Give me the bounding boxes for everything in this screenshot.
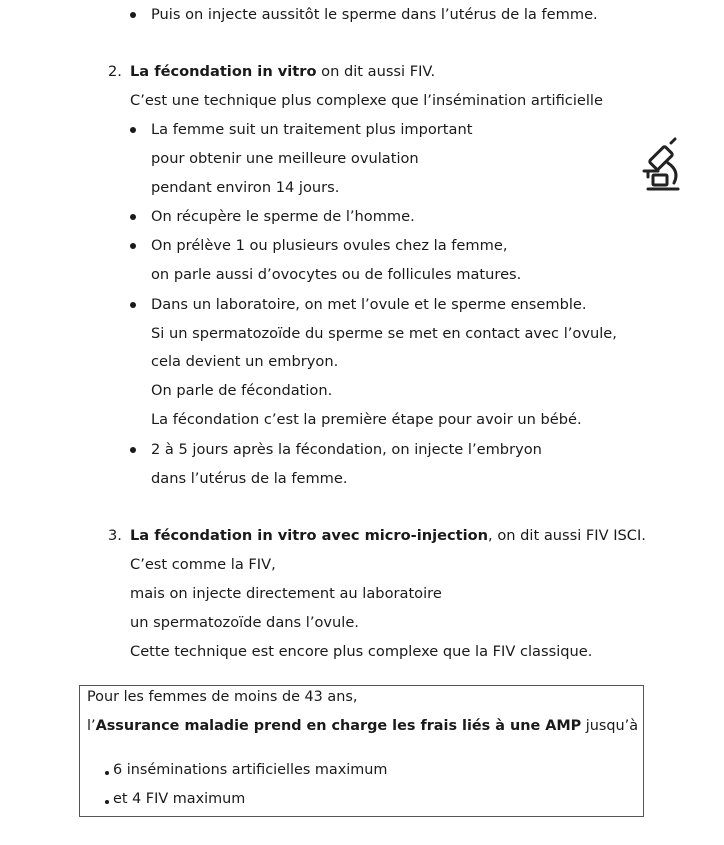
section2-bullet-5-line-2: dans l’utérus de la femme. [151, 470, 348, 487]
bullet-marker [130, 12, 136, 18]
info-box-line-2 [87, 716, 638, 736]
info-box-item-2: et 4 FIV maximum [113, 791, 246, 807]
bullet-marker [130, 243, 136, 249]
section3-title-bold: La fécondation in vitro avec micro-injection [130, 527, 489, 544]
section2-bullet-3-line-2: on parle aussi d’ovocytes ou de follicules matures. [151, 266, 522, 283]
section2-bullet-4-line-2: Si un spermatozoïde du sperme se met en contact avec l’ovule, [151, 325, 617, 342]
section2-bullet-4-line-1: Dans un laboratoire, on met l’ovule et le sperme ensemble. [151, 296, 587, 313]
section2-number: 2. [108, 63, 122, 80]
section2-bullet-3-line-1: On prélève 1 ou plusieurs ovules chez la femme, [151, 237, 508, 254]
bullet-marker [130, 302, 136, 308]
section3-title-rest: , on dit aussi FIV ISCI. [488, 527, 646, 544]
info-box [79, 685, 644, 817]
section2-title-rest: on dit aussi FIV. [316, 63, 436, 80]
section2-intro: C’est une technique plus complexe que l’insémination artificielle [130, 92, 603, 109]
section2-bullet-4-line-4: On parle de fécondation. [151, 382, 333, 399]
section2-bullet-1-line-1: La femme suit un traitement plus important [151, 121, 473, 138]
bullet-marker [130, 127, 136, 133]
info-box-item-1: 6 inséminations artificielles maximum [113, 762, 388, 778]
section2-bullet-2-line-1: On récupère le sperme de l’homme. [151, 208, 415, 225]
info-box-line-2-bold: Assurance maladie prend en charge les frais liés à une AMP [95, 718, 582, 734]
section2-bullet-5-line-1: 2 à 5 jours après la fécondation, on injecte l’embryon [151, 441, 542, 458]
section2-title [130, 62, 435, 82]
section3-title [130, 526, 646, 546]
bullet-marker [105, 800, 109, 804]
info-box-line-2-rest: jusqu’à [581, 718, 639, 734]
info-box-line-1: Pour les femmes de moins de 43 ans, [87, 689, 358, 705]
section3-line-2: mais on injecte directement au laboratoire [130, 585, 442, 602]
section2-bullet-1-line-2: pour obtenir une meilleure ovulation [151, 150, 419, 167]
section3-line-4: Cette technique est encore plus complexe que la FIV classique. [130, 643, 593, 660]
section1-last-bullet: Puis on injecte aussitôt le sperme dans l’utérus de la femme. [151, 6, 598, 23]
section2-bullet-4-line-5: La fécondation c’est la première étape pour avoir un bébé. [151, 411, 582, 428]
bullet-marker [130, 214, 136, 220]
bullet-marker [105, 771, 109, 775]
info-box-line-2-prefix: l’ [87, 718, 96, 734]
section2-bullet-4-line-3: cela devient un embryon. [151, 353, 339, 370]
microscope-icon [638, 137, 684, 193]
section3-line-1: C’est comme la FIV, [130, 556, 276, 573]
section2-bullet-1-line-3: pendant environ 14 jours. [151, 179, 340, 196]
section3-line-3: un spermatozoïde dans l’ovule. [130, 614, 359, 631]
bullet-marker [130, 447, 136, 453]
section2-title-bold: La fécondation in vitro [130, 63, 317, 80]
section3-number: 3. [108, 527, 122, 544]
